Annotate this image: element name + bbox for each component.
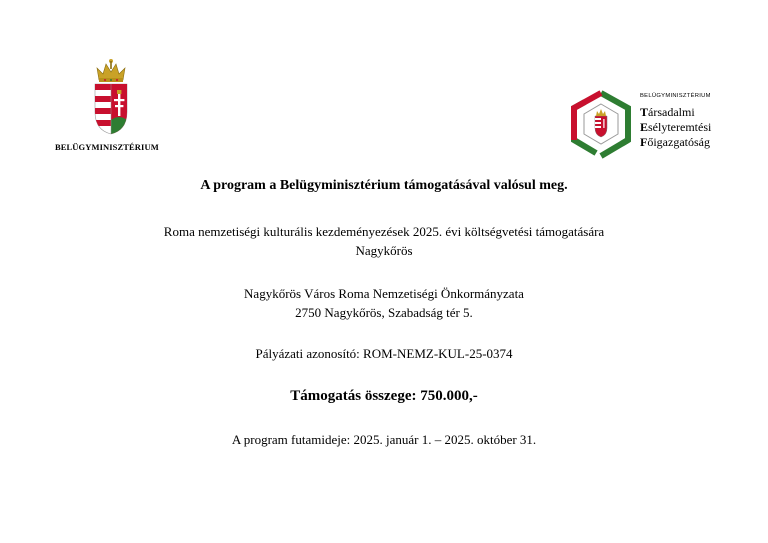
- ministry-label: BELÜGYMINISZTÉRIUM: [55, 142, 159, 152]
- hungarian-coat-of-arms-icon: [91, 58, 131, 136]
- directorate-ministry-label: BELÜGYMINISZTÉRIUM: [640, 93, 711, 99]
- directorate-name-line-3: Főigazgatóság: [640, 135, 710, 149]
- grant-amount: Támogatás összege: 750.000,-: [290, 388, 478, 404]
- city: Nagykőrös: [355, 243, 413, 258]
- headline: A program a Belügyminisztérium támogatásával valósul meg.: [200, 178, 568, 193]
- organization-name: Nagykőrös Város Roma Nemzetiségi Önkormányzata: [244, 286, 524, 301]
- hexagon-emblem-icon: [568, 90, 634, 160]
- program-title: Roma nemzetiségi kulturális kezdeményezések 2025. évi költségvetési támogatására: [163, 224, 605, 239]
- directorate-logo: [568, 88, 738, 162]
- ministry-logo: [55, 58, 170, 158]
- application-id: Pályázati azonosító: ROM-NEMZ-KUL-25-0374: [255, 346, 513, 361]
- program-period: A program futamideje: 2025. január 1. – 2025. október 31.: [231, 432, 537, 447]
- organization-address: 2750 Nagykőrös, Szabadság tér 5.: [295, 305, 473, 320]
- directorate-name-line-1: Társadalmi: [640, 105, 695, 119]
- directorate-name-line-2: Esélyteremtési: [640, 120, 712, 134]
